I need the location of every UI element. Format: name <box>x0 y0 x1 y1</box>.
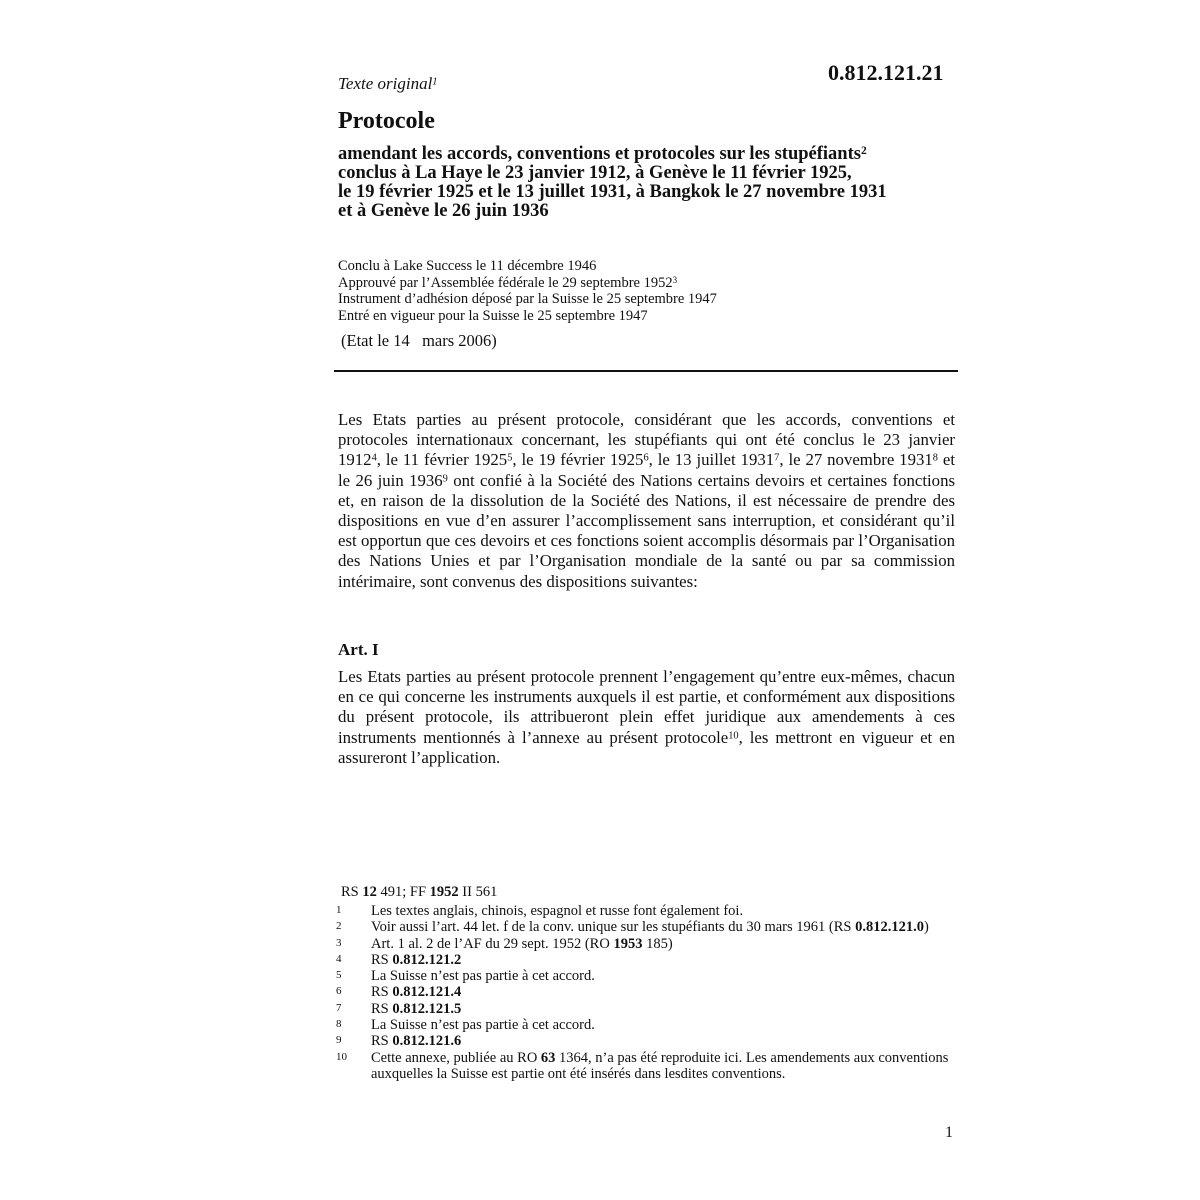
page-number: 1 <box>945 1124 953 1141</box>
treaty-metadata <box>338 258 717 324</box>
footnote-ref-1[interactable]: 1 <box>432 76 438 88</box>
state-date: (Etat le 14 mars 2006) <box>341 331 497 350</box>
subtitle-line-3: le 19 février 1925 et le 13 juillet 1931, à Bangkok le 27 novembre 1931 <box>338 182 887 202</box>
original-text-label <box>338 74 438 94</box>
document-subtitle <box>338 145 968 221</box>
meta-instrument: Instrument d’adhésion déposé par la Suisse le 25 septembre 1947 <box>338 291 717 307</box>
footnote-ref-9[interactable]: 9 <box>442 472 448 484</box>
footnote-3: 3 Art. 1 al. 2 de l’AF du 29 sept. 1952 (RO 1953 185) <box>336 935 673 952</box>
subtitle-line-2: conclus à La Haye le 23 janvier 1912, à Genève le 11 février 1925, <box>338 163 852 183</box>
document-title: Protocole <box>338 108 435 134</box>
footnote-1: 1 Les textes anglais, chinois, espagnol et russe font également foi. <box>336 903 744 919</box>
footnote-ref-7[interactable]: 7 <box>774 452 780 464</box>
meta-in-force: Entré en vigueur pour la Suisse le 25 septembre 1947 <box>338 307 648 324</box>
meta-concluded: Conclu à Lake Success le 11 décembre 1946 <box>338 258 597 274</box>
footnote-5: 5 La Suisse n’est pas partie à cet accord. <box>336 968 595 985</box>
footnote-ref-6[interactable]: 6 <box>643 452 649 464</box>
footnote-ref-10[interactable]: 10 <box>728 729 739 741</box>
subtitle-line-1: amendant les accords, conventions et protocoles sur les stupéfiants$^2$ <box>338 144 867 164</box>
footnote-ref-3[interactable]: 3 <box>672 274 678 285</box>
meta-approved: Approuvé par l’Assemblée fédérale le 29 septembre 1952$^3$ <box>338 274 678 291</box>
footnote-8: 8 La Suisse n’est pas partie à cet accord. <box>336 1017 595 1034</box>
footnote-ref-4[interactable]: 4 <box>371 452 377 464</box>
footnote-7: 7 RS 0.812.121.5 <box>336 1000 462 1017</box>
footnotes-list <box>336 903 956 1082</box>
footnote-9: 9 RS 0.812.121.6 <box>336 1033 462 1050</box>
footnote-2: 2 Voir aussi l’art. 44 let. f de la conv. unique sur les stupéfiants du 30 mars 1961 (RS 0.812.121.0) <box>336 919 929 936</box>
footnote-ref-5[interactable]: 5 <box>507 452 513 464</box>
subtitle-line-4: et à Genève le 26 juin 1936 <box>338 201 549 221</box>
header-divider <box>334 370 958 372</box>
footnote-4: 4 RS 0.812.121.2 <box>336 951 462 968</box>
footnote-ref-2[interactable]: 2 <box>860 144 867 157</box>
original-label-text: Texte original <box>338 74 433 93</box>
source-reference: RS 12 491; FF 1952 II 561 <box>341 884 498 900</box>
footnote-ref-8[interactable]: 8 <box>932 452 938 464</box>
footnote-10: 10 Cette annexe, publiée au RO 63 1364, n’a pas été reproduite ici. Les amendements aux conventions auxquelles la Suisse est partie ont été insérés dans lesdites conventions. <box>336 1049 949 1082</box>
article-1-text: Les Etats parties au présent protocole prennent l’engagement qu’entre eux-mêmes, chacun en ce qui concerne les instruments auxquels il est partie, et conformément aux dispositions du présent protocole, ils attribueront plein effet juridique aux amendements à ces instruments mentionnés à l’annexe au présent protocole$^{10}$, les mettront en vigueur et en assureront l’application. <box>338 667 955 767</box>
footnote-6: 6 RS 0.812.121.4 <box>336 984 462 1001</box>
preamble-paragraph: Les Etats parties au présent protocole, considérant que les accords, conventions et protocoles internationaux concernant, les stupéfiants qui ont été conclus le 23 janvier 1912$^4$, le 11 février 1925$^5$, le 19 février 1925$^6$, le 13 juillet 1931$^7$, le 27 novembre 1931$^8$ et le 26 juin 1936$^9$ ont confié à la Société des Nations certains devoirs et certaines fonctions et, en raison de la dissolution de la Société des Nations, il est nécessaire de prendre des dispositions en vue d’en assurer l’accomplissement sans interruption, et considérant qu’il est opportun que ces devoirs et ces fonctions soient accomplis désormais par l’Organisation des Nations Unies et par l’Organisation mondiale de la santé ou par sa commission intérimaire, sont convenus des dispositions suivantes: <box>338 410 955 591</box>
rs-number: 0.812.121.21 <box>828 60 944 85</box>
article-1-heading: Art. I <box>338 640 379 659</box>
